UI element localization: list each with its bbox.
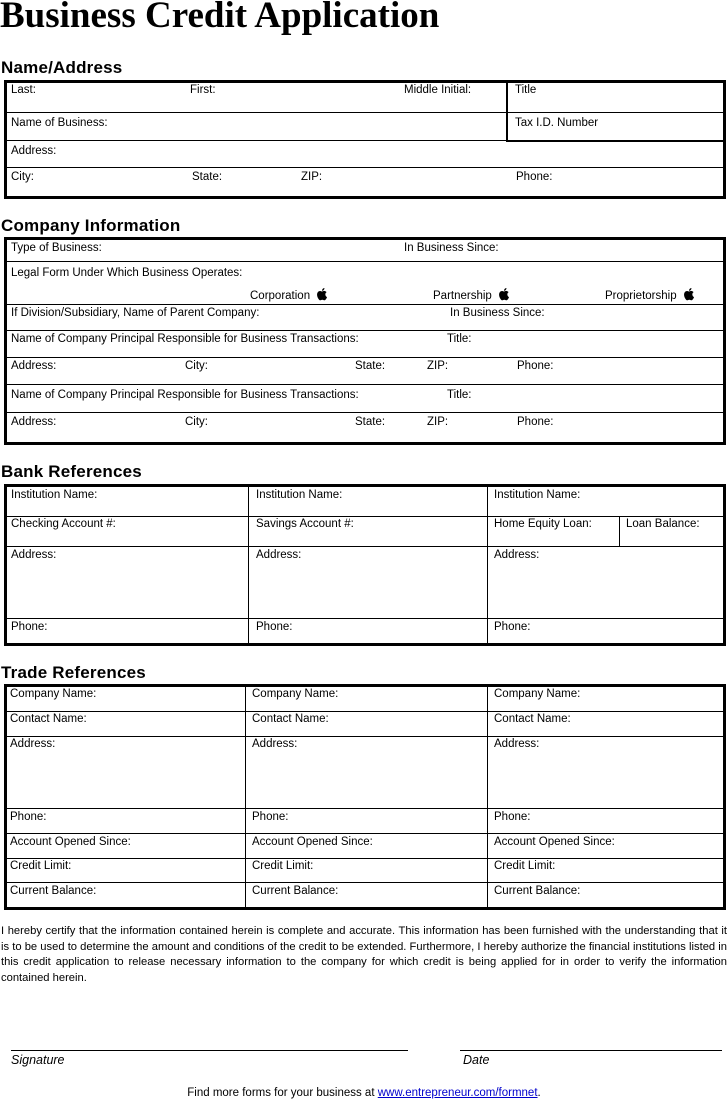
middle-initial-field[interactable]: Middle Initial: [404,84,472,96]
last-name-field[interactable]: Last: [11,84,36,96]
principal-name-field-1[interactable]: Name of Company Principal Responsible for Business Transactions: [11,333,359,345]
signature-label: Signature [11,1053,65,1067]
trade1-address-field[interactable]: Address: [10,738,56,750]
trade2-current-balance-field[interactable]: Current Balance: [252,885,339,897]
apple-checkbox-icon[interactable] [498,287,511,301]
date-line[interactable] [460,1050,722,1051]
trade2-contact-name-field[interactable]: Contact Name: [252,713,329,725]
certification-text: I hereby certify that the information contained herein is complete and accurate. This information has been furnished with the understanding that it is to be used to determine the amount and conditions of the credit to be extended. Furthermore, I hereby authorize the financial institutions listed in this credit application to release necessary information to the company for which credit is being applied for in order to verify the information contained herein. [1,925,727,984]
parent-in-business-since-field[interactable]: In Business Since: [450,307,545,319]
formnet-link[interactable]: www.entrepreneur.com/formnet [377,1087,538,1099]
trade3-contact-name-field[interactable]: Contact Name: [494,713,571,725]
in-business-since-field[interactable]: In Business Since: [404,242,499,254]
savings-account-field[interactable]: Savings Account #: [256,518,354,530]
principal-state-field-1[interactable]: State: [355,360,386,372]
title-taxid-box [506,80,726,142]
trade2-credit-limit-field[interactable]: Credit Limit: [252,860,314,872]
first-name-field[interactable]: First: [190,84,216,96]
principal-city-field-2[interactable]: City: [185,416,208,428]
section-heading-company-info: Company Information [1,216,181,235]
principal-address-field-2[interactable]: Address: [11,416,57,428]
trade1-account-opened-field[interactable]: Account Opened Since: [10,836,131,848]
principal-city-field-1[interactable]: City: [185,360,208,372]
apple-checkbox-icon[interactable] [316,287,329,301]
zip-field[interactable]: ZIP: [301,171,323,183]
section-heading-name-address: Name/Address [1,58,123,77]
type-of-business-field[interactable]: Type of Business: [11,242,102,254]
trade1-contact-name-field[interactable]: Contact Name: [10,713,87,725]
form-title: Business Credit Application [0,0,440,36]
signature-line[interactable] [11,1050,408,1051]
trade3-credit-limit-field[interactable]: Credit Limit: [494,860,556,872]
bank2-phone-field[interactable]: Phone: [256,621,293,633]
section-heading-trade-refs: Trade References [1,663,146,682]
proprietorship-label: Proprietorship [605,290,677,302]
trade3-current-balance-field[interactable]: Current Balance: [494,885,581,897]
loan-balance-field[interactable]: Loan Balance: [626,518,700,530]
trade-refs-box [4,684,726,910]
trade1-phone-field[interactable]: Phone: [10,811,47,823]
city-field[interactable]: City: [11,171,34,183]
trade3-account-opened-field[interactable]: Account Opened Since: [494,836,615,848]
bank-refs-box [4,484,726,646]
legal-form-label: Legal Form Under Which Business Operates: [11,267,243,279]
partnership-option[interactable] [433,287,511,303]
corporation-label: Corporation [250,290,311,302]
trade3-company-name-field[interactable]: Company Name: [494,688,581,700]
principal-phone-field-2[interactable]: Phone: [517,416,554,428]
proprietorship-option[interactable] [605,287,696,303]
checking-account-field[interactable]: Checking Account #: [11,518,116,530]
footer-prefix: Find more forms for your business at [187,1087,378,1099]
state-field[interactable]: State: [192,171,223,183]
principal-zip-field-1[interactable]: ZIP: [427,360,449,372]
trade1-company-name-field[interactable]: Company Name: [10,688,97,700]
trade3-phone-field[interactable]: Phone: [494,811,531,823]
apple-checkbox-icon[interactable] [683,287,696,301]
principal-phone-field-1[interactable]: Phone: [517,360,554,372]
parent-company-field[interactable]: If Division/Subsidiary, Name of Parent Company: [11,307,260,319]
bank3-phone-field[interactable]: Phone: [494,621,531,633]
bank1-phone-field[interactable]: Phone: [11,621,48,633]
principal-name-field-2[interactable]: Name of Company Principal Responsible for Business Transactions: [11,389,359,401]
phone-field[interactable]: Phone: [516,171,553,183]
trade1-current-balance-field[interactable]: Current Balance: [10,885,97,897]
section-heading-bank-refs: Bank References [1,462,142,481]
trade2-phone-field[interactable]: Phone: [252,811,289,823]
principal-address-field-1[interactable]: Address: [11,360,57,372]
trade3-address-field[interactable]: Address: [494,738,540,750]
principal-zip-field-2[interactable]: ZIP: [427,416,449,428]
partnership-label: Partnership [433,290,492,302]
date-label: Date [463,1053,490,1067]
address-field[interactable]: Address: [11,145,57,157]
bank3-address-field[interactable]: Address: [494,549,540,561]
footer-suffix: . [537,1087,541,1099]
bank1-institution-field[interactable]: Institution Name: [11,489,98,501]
title-field[interactable]: Title [515,84,537,96]
corporation-option[interactable] [250,287,329,303]
trade2-address-field[interactable]: Address: [252,738,298,750]
principal-state-field-2[interactable]: State: [355,416,386,428]
principal-title-field-2[interactable]: Title: [447,389,472,401]
trade2-account-opened-field[interactable]: Account Opened Since: [252,836,373,848]
trade2-company-name-field[interactable]: Company Name: [252,688,339,700]
home-equity-loan-field[interactable]: Home Equity Loan: [494,518,592,530]
business-name-field[interactable]: Name of Business: [11,117,108,129]
footer [0,1087,728,1099]
bank2-institution-field[interactable]: Institution Name: [256,489,343,501]
bank2-address-field[interactable]: Address: [256,549,302,561]
bank3-institution-field[interactable]: Institution Name: [494,489,581,501]
bank1-address-field[interactable]: Address: [11,549,57,561]
principal-title-field-1[interactable]: Title: [447,333,472,345]
tax-id-field[interactable]: Tax I.D. Number [515,117,599,129]
trade1-credit-limit-field[interactable]: Credit Limit: [10,860,72,872]
